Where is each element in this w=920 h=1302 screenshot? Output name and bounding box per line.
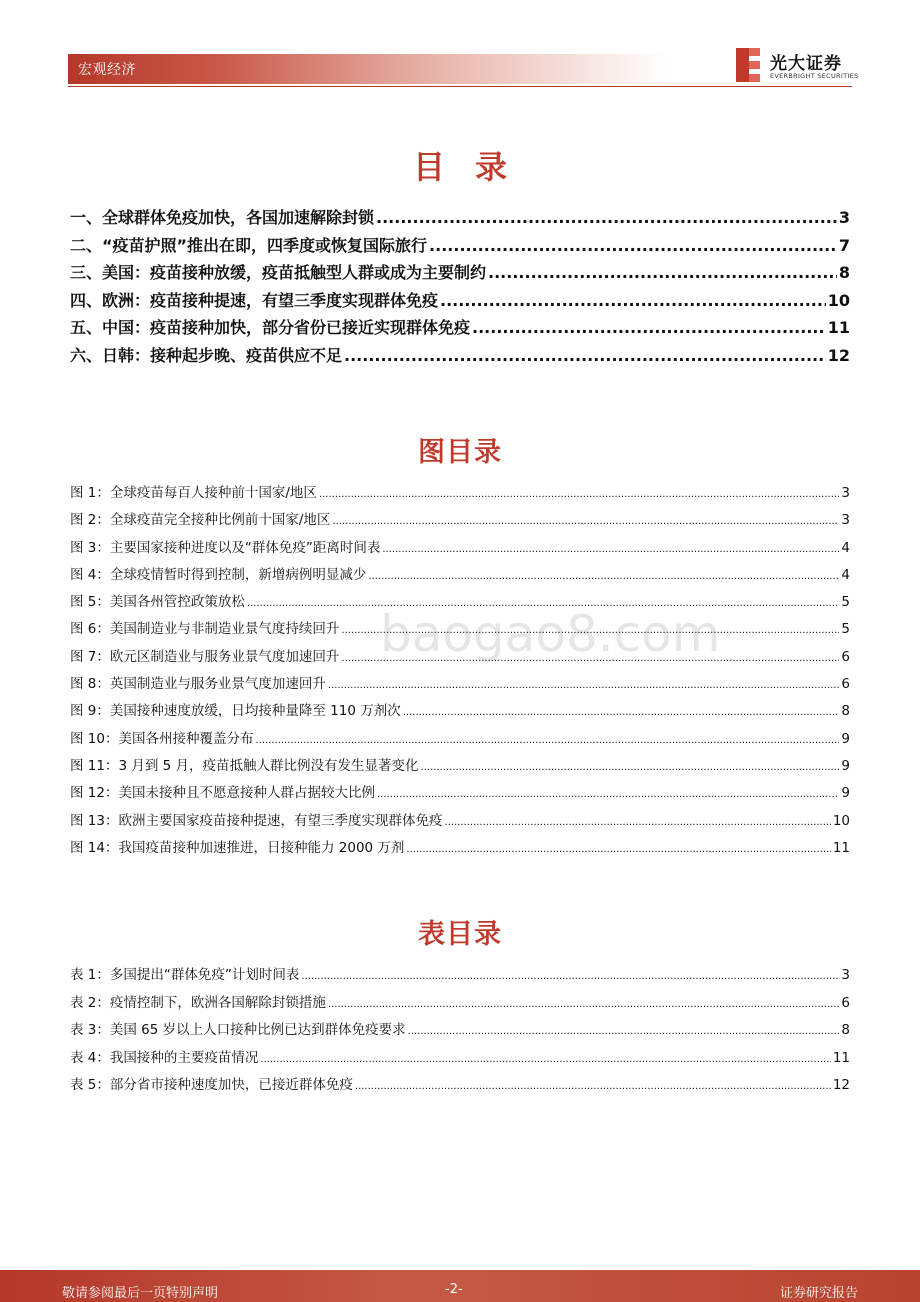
dot-leader	[255, 735, 839, 746]
toc-entry[interactable]	[70, 315, 850, 343]
table-entry-title: 表 4：我国接种的主要疫苗情况	[70, 1049, 259, 1066]
figure-toc	[70, 481, 850, 863]
figure-entry-title: 图 1：全球疫苗每百人接种前十国家/地区	[70, 485, 317, 501]
watermark: baogao8.com	[380, 605, 721, 663]
footer-page-number: -2-	[445, 1282, 463, 1297]
dot-leader	[408, 1026, 840, 1037]
toc-entry[interactable]	[70, 288, 850, 316]
table-entry[interactable]	[70, 963, 850, 991]
dot-leader	[377, 789, 839, 800]
figure-entry-title: 图 13：欧洲主要国家疫苗接种提速，有望三季度实现群体免疫	[70, 812, 443, 829]
table-entry-title: 表 1：多国提出“群体免疫”计划时间表	[70, 967, 300, 983]
figure-entry-page: 9	[841, 785, 850, 802]
table-entry-page: 11	[832, 1049, 850, 1066]
table-toc-title: 表目录	[418, 919, 502, 950]
dot-leader	[440, 291, 826, 310]
figure-entry-title: 图 11：3 月到 5 月，疫苗抵触人群比例没有发生显著变化	[70, 757, 419, 774]
table-entry-title: 表 2：疫情控制下，欧洲各国解除封锁措施	[70, 994, 326, 1011]
figure-toc-title: 图目录	[418, 437, 502, 468]
figure-entry[interactable]	[70, 508, 850, 535]
figure-entry-page: 9	[841, 730, 850, 747]
dot-leader	[341, 653, 839, 664]
table-entry-title: 表 5：部分省市接种速度加快，已接近群体免疫	[70, 1077, 353, 1093]
figure-entry-title: 图 10：美国各州接种覆盖分布	[70, 730, 254, 747]
toc-entry-page: 7	[838, 235, 850, 255]
figure-entry-title: 图 14：我国疫苗接种加速推进，日接种能力 2000 万剂	[70, 839, 405, 856]
logo-name: 光大证券	[770, 54, 842, 74]
toc-entry-title: 四、欧洲：疫苗接种提速，有望三季度实现群体免疫	[70, 290, 439, 310]
footer-disclaimer: 敬请参阅最后一页特别声明	[62, 1286, 219, 1301]
table-entry-page: 3	[841, 967, 850, 983]
header-band	[68, 54, 668, 84]
figure-entry-page: 11	[832, 839, 850, 856]
figure-entry-page: 5	[841, 621, 850, 638]
section-label: 宏观经济	[78, 62, 136, 78]
table-entry-page: 12	[832, 1077, 850, 1093]
figure-entry-title: 图 12：美国未接种且不愿意接种人群占据较大比例	[70, 785, 375, 802]
logo-subtitle: EVERBRIGHT SECURITIES	[770, 72, 859, 80]
figure-entry-page: 3	[841, 485, 850, 501]
dot-leader	[368, 571, 839, 582]
figure-entry[interactable]	[70, 781, 850, 808]
figure-entry[interactable]	[70, 836, 850, 863]
figure-entry[interactable]	[70, 590, 850, 617]
figure-entry-page: 8	[841, 703, 850, 720]
toc-entry[interactable]	[70, 260, 850, 288]
figure-entry[interactable]	[70, 617, 850, 644]
toc-entry[interactable]	[70, 233, 850, 261]
figure-entry-title: 图 3：主要国家接种进度以及“群体免疫”距离时间表	[70, 539, 381, 556]
toc-title: 目录	[412, 148, 537, 186]
figure-entry-page: 9	[841, 757, 850, 774]
toc-entry-title: 六、日韩：接种起步晚、疫苗供应不足	[70, 345, 343, 365]
dot-leader	[328, 680, 840, 691]
dot-leader	[319, 489, 839, 500]
figure-entry-title: 图 9：美国接种速度放缓，日均接种量降至 110 万剂次	[70, 703, 401, 720]
figure-entry[interactable]	[70, 481, 850, 508]
dot-leader	[344, 346, 826, 365]
dot-leader	[376, 208, 837, 227]
dot-leader	[247, 598, 840, 609]
table-entry-title: 表 3：美国 65 岁以上人口接种比例已达到群体免疫要求	[70, 1022, 406, 1038]
dot-leader	[301, 971, 839, 982]
toc-entry-page: 3	[838, 208, 850, 227]
figure-entry-page: 10	[832, 812, 850, 829]
table-entry-page: 6	[841, 994, 850, 1011]
figure-entry[interactable]	[70, 672, 850, 699]
dot-leader	[341, 625, 839, 636]
dot-leader	[429, 236, 837, 255]
toc-entry-title: 五、中国：疫苗接种加快，部分省份已接近实现群体免疫	[70, 318, 471, 337]
toc-entry-title: 二、“疫苗护照”推出在即，四季度或恢复国际旅行	[70, 235, 428, 255]
figure-entry[interactable]	[70, 699, 850, 726]
main-toc	[70, 205, 850, 370]
table-entry[interactable]	[70, 1073, 850, 1101]
table-toc	[70, 963, 850, 1101]
toc-entry[interactable]	[70, 205, 850, 233]
dot-leader	[488, 263, 837, 282]
dot-leader	[328, 999, 840, 1010]
figure-entry-page: 4	[841, 539, 850, 556]
dot-leader	[444, 817, 830, 828]
figure-entry-title: 图 6：美国制造业与非制造业景气度持续回升	[70, 621, 340, 638]
figure-entry-title: 图 8：英国制造业与服务业景气度加速回升	[70, 676, 326, 693]
dot-leader	[355, 1081, 831, 1092]
logo-mark-icon	[736, 48, 762, 82]
table-entry[interactable]	[70, 1018, 850, 1046]
figure-entry-page: 5	[841, 594, 850, 611]
figure-entry-page: 3	[841, 512, 850, 529]
figure-entry-page: 6	[841, 648, 850, 665]
dot-leader	[472, 318, 826, 337]
toc-entry-page: 8	[838, 263, 850, 282]
figure-entry[interactable]	[70, 754, 850, 781]
dot-leader	[332, 516, 839, 527]
figure-entry-page: 6	[841, 676, 850, 693]
company-logo	[736, 48, 859, 84]
figure-entry-title: 图 2：全球疫苗完全接种比例前十国家/地区	[70, 512, 331, 529]
dot-leader	[421, 762, 840, 773]
figure-entry[interactable]	[70, 727, 850, 754]
dot-leader	[406, 844, 830, 855]
toc-entry-title: 三、美国：疫苗接种放缓，疫苗抵触型人群或成为主要制约	[70, 263, 487, 282]
footer-doc-type: 证券研究报告	[779, 1286, 858, 1301]
dot-leader	[403, 707, 840, 718]
figure-entry-title: 图 4：全球疫情暂时得到控制，新增病例明显减少	[70, 566, 367, 583]
figure-entry-title: 图 7：欧元区制造业与服务业景气度加速回升	[70, 648, 340, 665]
figure-entry[interactable]	[70, 563, 850, 590]
figure-entry-title: 图 5：美国各州管控政策放松	[70, 594, 245, 611]
toc-entry-title: 一、全球群体免疫加快，各国加速解除封锁	[70, 208, 375, 227]
dot-leader	[382, 544, 839, 555]
figure-entry-page: 4	[841, 566, 850, 583]
header-divider	[68, 86, 852, 87]
toc-entry-page: 10	[827, 290, 850, 310]
table-entry-page: 8	[841, 1022, 850, 1038]
toc-entry-page: 11	[827, 318, 850, 337]
figure-entry[interactable]	[70, 645, 850, 672]
table-entry[interactable]	[70, 991, 850, 1019]
figure-entry[interactable]	[70, 809, 850, 836]
toc-entry[interactable]	[70, 343, 850, 371]
figure-entry[interactable]	[70, 536, 850, 563]
toc-entry-page: 12	[827, 345, 850, 365]
dot-leader	[260, 1054, 830, 1065]
table-entry[interactable]	[70, 1046, 850, 1074]
